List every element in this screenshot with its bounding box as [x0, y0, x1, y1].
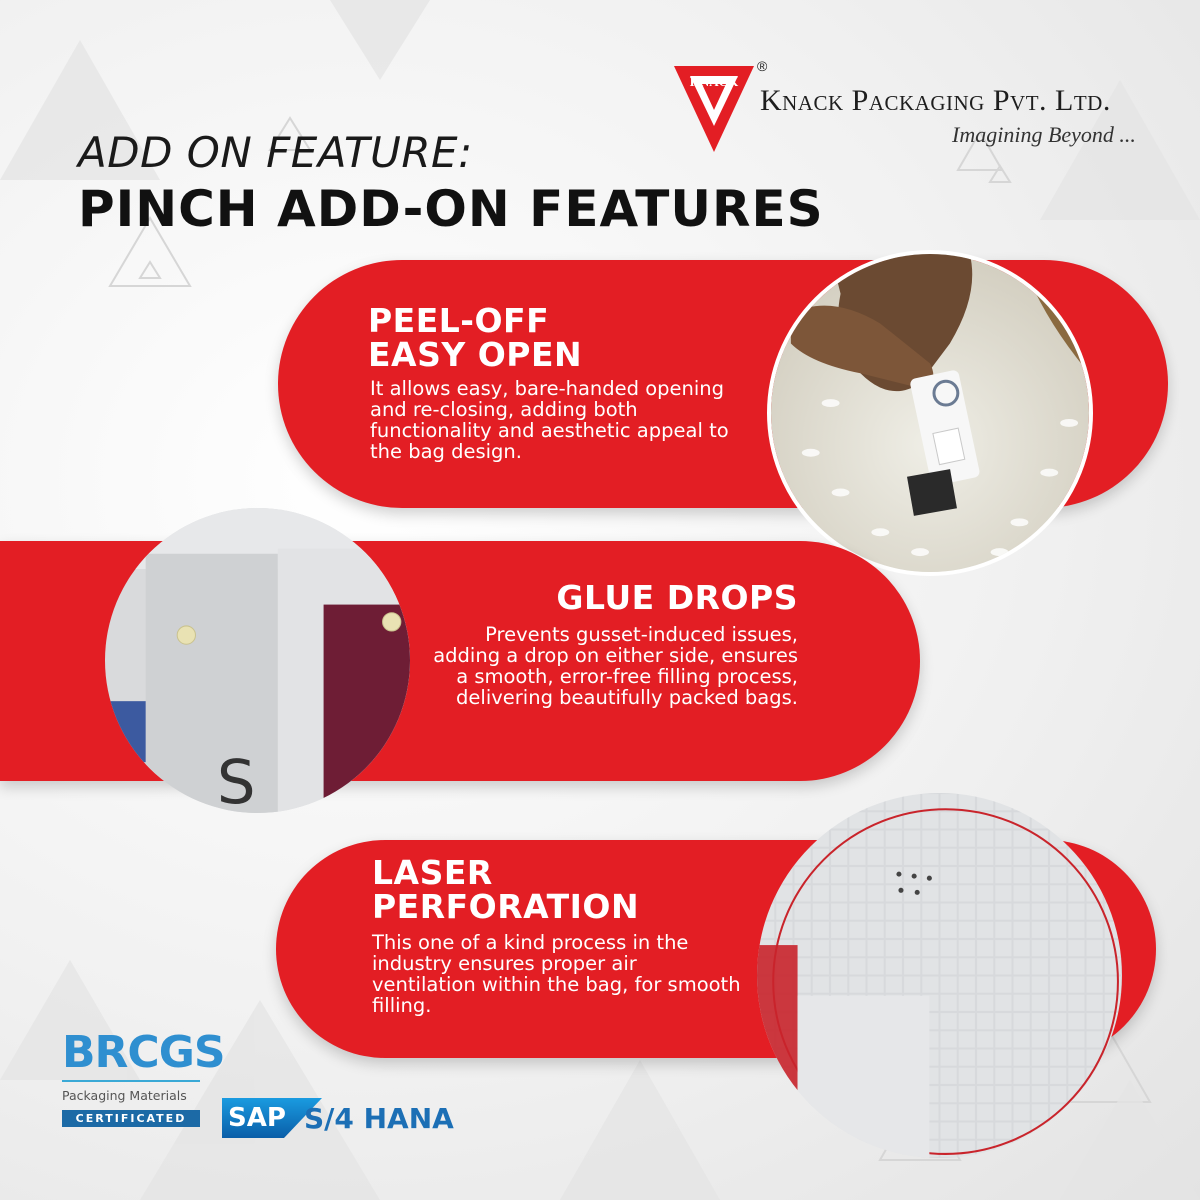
brcgs-badge: CERTIFICATED	[62, 1110, 200, 1127]
feature-title-peel-off	[368, 301, 698, 374]
knack-triangle-icon	[672, 62, 756, 158]
glue-drops-photo	[105, 508, 410, 813]
registered-mark: ®	[757, 58, 768, 74]
feature-title-line: EASY OPEN	[368, 335, 583, 374]
brand-logo	[672, 58, 1172, 162]
logo-mark-text: KNACK	[689, 74, 739, 89]
feature-title-line: PEEL-OFF	[368, 301, 550, 340]
feature-description-peel-off: It allows easy, bare-handed opening and re-closing, adding both functionality and aesthetic appeal to the bag design.	[370, 377, 729, 463]
feature-description-glue-drops: Prevents gusset-induced issues, adding a drop on either side, ensures a smooth, error-free filling process, delivering beautifully packed bags.	[433, 623, 798, 709]
sap-product: S/4 HANA	[304, 1102, 454, 1135]
laser-perforation-photo	[757, 793, 1122, 1158]
page-subtitle: ADD ON FEATURE:	[78, 128, 473, 177]
peel-off-photo	[767, 250, 1093, 576]
svg-text:S: S	[216, 746, 256, 813]
sap-mark: SAP	[228, 1103, 286, 1133]
feature-title-line: PERFORATION	[372, 887, 640, 926]
brand-tagline: Imagining Beyond ...	[952, 122, 1136, 147]
feature-description-laser-perforation: This one of a kind process in the industry ensures proper air ventilation within the bag, for smooth filling.	[372, 931, 741, 1017]
brcgs-subtitle: Packaging Materials	[62, 1088, 187, 1103]
brcgs-certification	[62, 1027, 225, 1127]
brand-name: Knack Packaging Pvt. Ltd.	[760, 84, 1111, 117]
brcgs-logo: BRCGS	[62, 1027, 225, 1078]
feature-title-line: LASER	[372, 853, 493, 892]
feature-title-glue-drops: GLUE DROPS	[556, 578, 798, 617]
feature-title-laser-perforation	[372, 853, 702, 926]
brcgs-divider	[62, 1080, 200, 1082]
page-title: PINCH ADD-ON FEATURES	[78, 180, 824, 238]
